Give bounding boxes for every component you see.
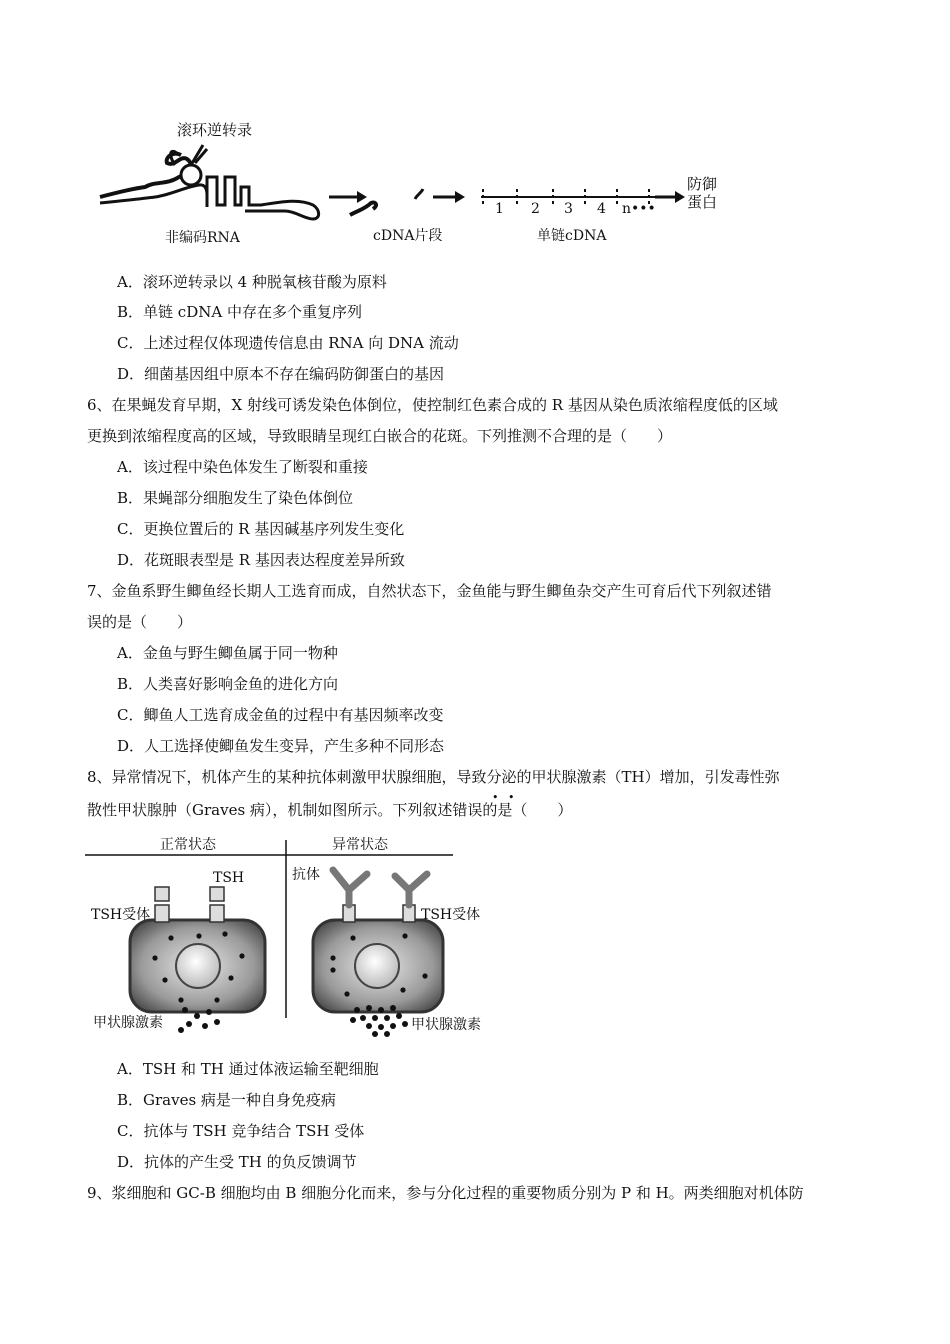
q7-option-a: A．金鱼与野生鲫鱼属于同一物种: [117, 644, 338, 662]
q6-stem-line2: 更换到浓缩程度高的区域，导致眼睛呈现红白嵌合的花斑。下列推测不合理的是（ ）: [87, 427, 673, 445]
q8-option-a: A．TSH 和 TH 通过体液运输至靶细胞: [117, 1060, 379, 1078]
label-antibody: 抗体: [292, 867, 320, 883]
label-tsh-receptor-left: TSH受体: [91, 907, 151, 923]
label-defense-protein-2: 蛋白: [687, 193, 718, 211]
repeat-4: 4: [597, 201, 606, 217]
q6-stem-line1: 6、在果蝇发育早期，X 射线可诱发染色体倒位，使控制红色素合成的 R 基因从染色质浓缩程度低的区域: [87, 396, 778, 414]
repeat-n: n•••: [622, 201, 656, 217]
q5-option-d: D．细菌基因组中原本不存在编码防御蛋白的基因: [117, 365, 445, 383]
label-cdna-fragment: cDNA片段: [373, 228, 443, 244]
label-hormone-right: 甲状腺激素: [411, 1017, 481, 1033]
label-normal-state: 正常状态: [160, 837, 216, 853]
figure-rolling-circle: [95, 115, 735, 250]
q7-option-d: D．人工选择使鲫鱼发生变异，产生多种不同形态: [117, 737, 445, 755]
q7-stem-line2: 误的是（ ）: [87, 613, 193, 631]
q8-option-c: C．抗体与 TSH 竞争结合 TSH 受体: [117, 1122, 365, 1140]
label-defense-protein-1: 防御: [687, 175, 718, 193]
thyroid-cell-diagram: [85, 830, 495, 1040]
q8-stem-line2: 散性甲状腺肿（Graves 病），机制如图所示。下列叙述错误的是（ ）: [87, 801, 573, 819]
repeat-2: 2: [531, 201, 540, 217]
label-tsh: TSH: [213, 870, 245, 886]
q7-option-b: B．人类喜好影响金鱼的进化方向: [117, 675, 339, 693]
q8-stem-line1: 8、异常情况下，机体产生的某种抗体刺激甲状腺细胞，导致分泌的甲状腺激素（TH）增加，引发毒性弥: [87, 768, 780, 786]
q6-option-a: A．该过程中染色体发生了断裂和重接: [117, 458, 368, 476]
q8-option-b: B．Graves 病是一种自身免疫病: [117, 1091, 336, 1109]
q8-option-d: D．抗体的产生受 TH 的负反馈调节: [117, 1153, 357, 1171]
emphasis-dots: • •: [492, 791, 518, 804]
q5-option-c: C．上述过程仅体现遗传信息由 RNA 向 DNA 流动: [117, 334, 459, 352]
label-tsh-receptor-right: TSH受体: [421, 907, 481, 923]
q6-option-b: B．果蝇部分细胞发生了染色体倒位: [117, 489, 354, 507]
q7-option-c: C．鲫鱼人工选育成金鱼的过程中有基因频率改变: [117, 706, 444, 724]
repeat-3: 3: [564, 201, 573, 217]
q9-stem-line1: 9、浆细胞和 GC-B 细胞均由 B 细胞分化而来，参与分化过程的重要物质分别为 P 和 H。两类细胞对机体防: [87, 1184, 804, 1202]
figure-graves-mechanism: [85, 830, 495, 1040]
label-noncoding-rna: 非编码RNA: [165, 230, 240, 246]
label-single-cdna: 单链cDNA: [537, 228, 607, 244]
q7-stem-line1: 7、金鱼系野生鲫鱼经长期人工选育而成，自然状态下，金鱼能与野生鲫鱼杂交产生可育后代下列叙述错: [87, 582, 772, 600]
q6-option-d: D．花斑眼表型是 R 基因表达程度差异所致: [117, 551, 405, 569]
q5-option-a: A．滚环逆转录以 4 种脱氧核苷酸为原料: [117, 273, 387, 291]
q5-option-b: B．单链 cDNA 中存在多个重复序列: [117, 303, 362, 321]
fig1-title: 滚环逆转录: [177, 121, 253, 139]
label-abnormal-state: 异常状态: [332, 837, 388, 853]
q6-option-c: C．更换位置后的 R 基因碱基序列发生变化: [117, 520, 405, 538]
repeat-1: 1: [495, 201, 504, 217]
label-hormone-left: 甲状腺激素: [93, 1015, 163, 1031]
